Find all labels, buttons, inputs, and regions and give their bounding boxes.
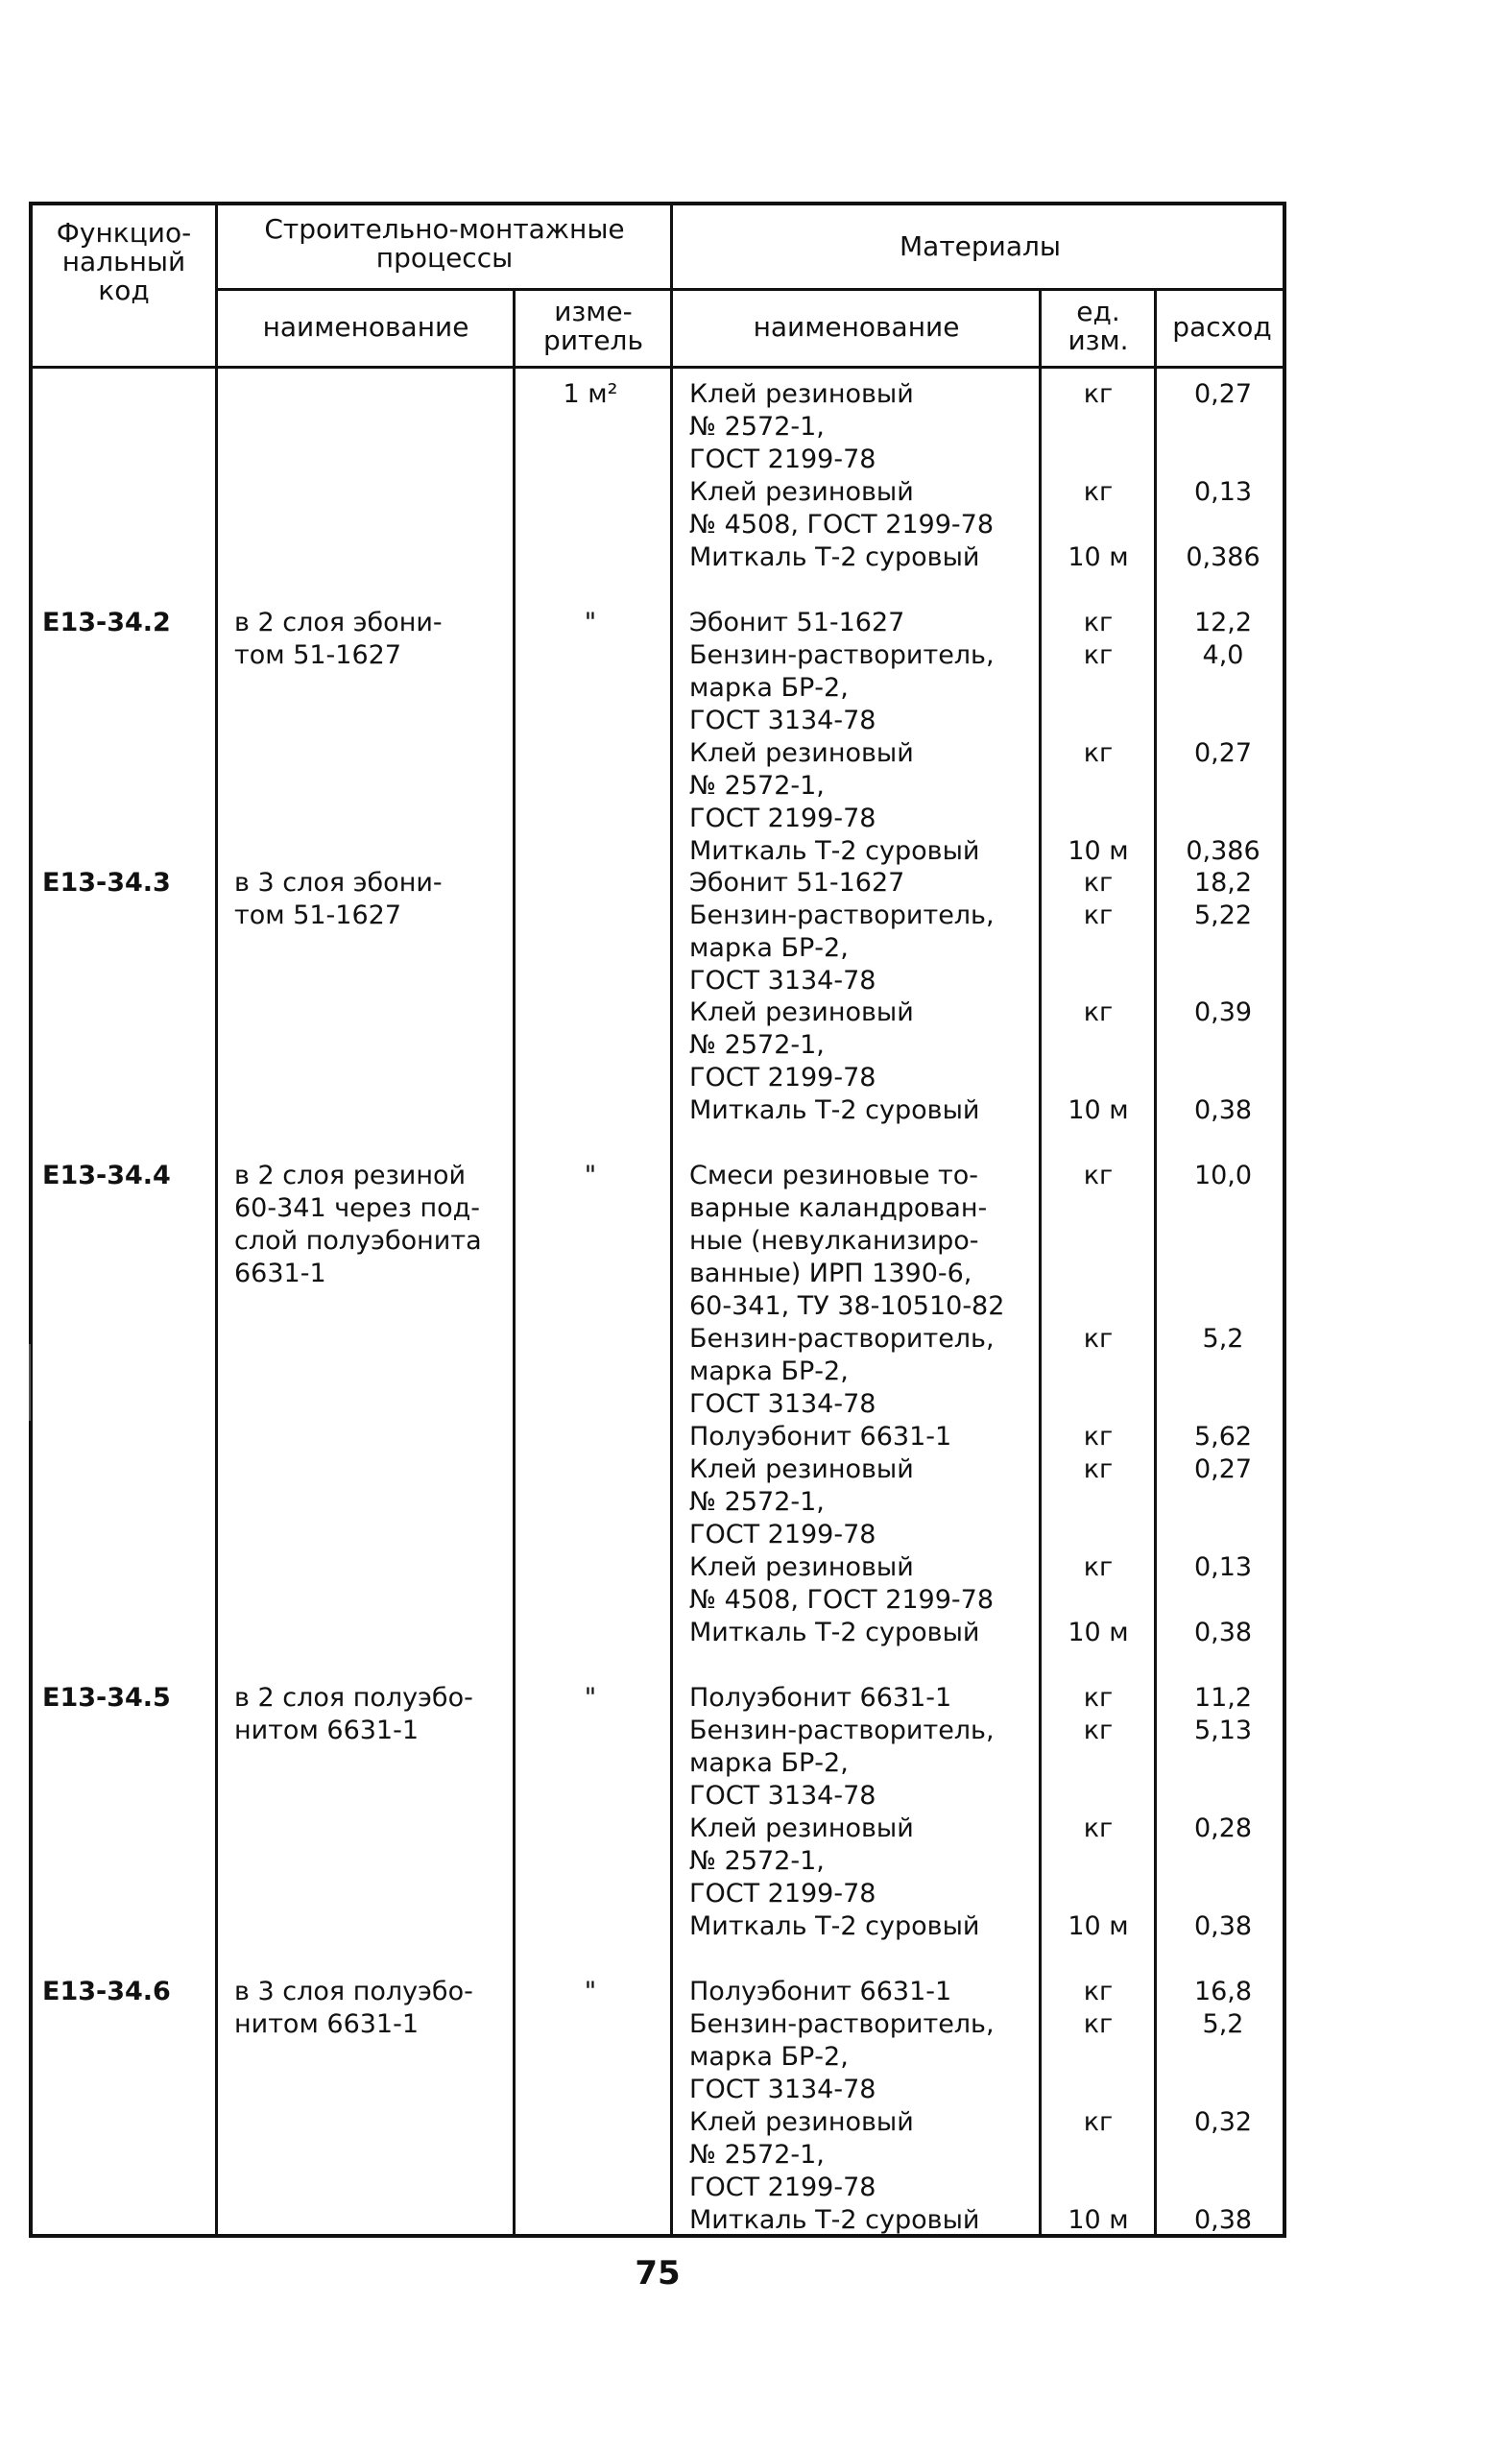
row-process: в 2 слоя резиной 60-341 через под- слой полуэбонита 6631-1 [234,1161,482,1288]
row-material-name: Клей резиновый № 2572-1, ГОСТ 2199-78 [689,1454,914,1549]
row-code: Е13-34.4 [42,1161,171,1190]
row-material-name: Миткаль Т-2 суровый [689,1618,980,1647]
row-rate: 16,8 [1193,1977,1253,2006]
row-process: в 3 слоя эбони- том 51-1627 [234,868,443,930]
row-material-name: Клей резиновый № 2572-1, ГОСТ 2199-78 [689,2107,914,2202]
row-rate: 0,386 [1186,836,1260,866]
row-material-name: Бензин-растворитель, марка БР-2, ГОСТ 3134-78 [689,1716,995,1811]
row-unit: кг [1083,1977,1114,2006]
header-proc-name: наименование [262,311,469,343]
header-processes: Строительно-монтажные процессы [264,213,625,274]
margin-mark [29,1344,31,1421]
row-unit: 10 м [1068,1618,1129,1647]
row-rate: 0,38 [1193,1911,1253,1941]
row-material-name: Клей резиновый № 2572-1, ГОСТ 2199-78 [689,379,914,474]
header-mat-rate: расход [1172,311,1272,343]
row-unit: кг [1083,1454,1114,1484]
page-number: 75 [635,2254,681,2293]
row-material-name: Клей резиновый № 2572-1, ГОСТ 2199-78 [689,738,914,833]
row-rate: 0,13 [1193,1552,1253,1582]
row-material-name: Клей резиновый № 2572-1, ГОСТ 2199-78 [689,997,914,1092]
row-rate: 0,38 [1193,1618,1253,1647]
row-process: в 2 слоя полуэбо- нитом 6631-1 [234,1683,473,1745]
row-unit: кг [1083,997,1114,1027]
row-unit: 10 м [1068,2205,1129,2235]
row-rate: 11,2 [1193,1683,1253,1713]
row-unit: кг [1083,2009,1114,2039]
row-rate: 5,2 [1202,2009,1244,2039]
row-material-name: Миткаль Т-2 суровый [689,836,980,866]
row-unit: кг [1083,1161,1114,1190]
row-rate: 0,39 [1193,997,1253,1027]
row-rate: 5,2 [1202,1324,1244,1354]
col-divider [513,288,516,2238]
row-rate: 4,0 [1202,640,1244,670]
row-unit: кг [1083,1422,1114,1452]
row-meter: 1 м² [563,379,618,409]
row-code: Е13-34.6 [42,1977,171,2006]
row-code: Е13-34.3 [42,868,171,898]
row-rate: 0,38 [1193,1095,1253,1125]
row-process: в 3 слоя полуэбо- нитом 6631-1 [234,1977,473,2039]
row-unit: кг [1083,1324,1114,1354]
row-unit: кг [1083,379,1114,409]
row-unit: кг [1083,1552,1114,1582]
row-material-name: Полуэбонит 6631-1 [689,1683,952,1713]
row-unit: кг [1083,608,1114,637]
row-rate: 5,22 [1193,900,1253,930]
row-meter: " [584,1977,597,2006]
row-material-name: Клей резиновый № 4508, ГОСТ 2199-78 [689,477,994,540]
row-meter: " [584,608,597,637]
col-divider [1154,288,1157,2238]
row-unit: 10 м [1068,836,1129,866]
row-rate: 5,13 [1193,1716,1253,1745]
row-material-name: Эбонит 51-1627 [689,608,905,637]
row-unit: кг [1083,1683,1114,1713]
row-material-name: Миткаль Т-2 суровый [689,1911,980,1941]
row-meter: " [584,1161,597,1190]
row-rate: 0,27 [1193,738,1253,768]
row-material-name: Полуэбонит 6631-1 [689,1422,952,1452]
row-rate: 0,28 [1193,1813,1253,1843]
row-unit: кг [1083,2107,1114,2137]
row-unit: кг [1083,640,1114,670]
row-unit: 10 м [1068,542,1129,572]
row-rate: 12,2 [1193,608,1253,637]
col-divider [670,202,673,2238]
row-material-name: Миткаль Т-2 суровый [689,542,980,572]
row-unit: кг [1083,477,1114,507]
row-rate: 0,27 [1193,379,1253,409]
row-material-name: Бензин-растворитель, марка БР-2, ГОСТ 3134-78 [689,640,995,735]
row-unit: кг [1083,738,1114,768]
row-material-name: Клей резиновый № 2572-1, ГОСТ 2199-78 [689,1813,914,1909]
row-material-name: Миткаль Т-2 суровый [689,2205,980,2235]
row-material-name: Бензин-растворитель, марка БР-2, ГОСТ 3134-78 [689,900,995,996]
row-rate: 5,62 [1193,1422,1253,1452]
row-rate: 10,0 [1193,1161,1253,1190]
row-rate: 0,13 [1193,477,1253,507]
row-code: Е13-34.2 [42,608,171,637]
row-unit: кг [1083,868,1114,898]
row-rate: 18,2 [1193,868,1253,898]
header-subdivider [215,288,1286,291]
row-unit: кг [1083,1813,1114,1843]
header-mat-unit: ед. изм. [1068,296,1129,356]
row-process: в 2 слоя эбони- том 51-1627 [234,608,443,670]
row-material-name: Эбонит 51-1627 [689,868,905,898]
header-code: Функцио- нальный код [56,217,192,306]
row-rate: 0,32 [1193,2107,1253,2137]
row-unit: кг [1083,900,1114,930]
row-material-name: Полуэбонит 6631-1 [689,1977,952,2006]
row-rate: 0,386 [1186,542,1260,572]
row-unit: кг [1083,1716,1114,1745]
row-unit: 10 м [1068,1095,1129,1125]
row-material-name: Клей резиновый № 4508, ГОСТ 2199-78 [689,1552,994,1615]
header-mat-name: наименование [753,311,960,343]
header-materials: Материалы [900,230,1061,262]
header-proc-meter: изме- ритель [543,296,643,356]
row-code: Е13-34.5 [42,1683,171,1713]
row-material-name: Бензин-растворитель, марка БР-2, ГОСТ 3134-78 [689,2009,995,2104]
header-bottom-line [29,366,1286,369]
row-material-name: Миткаль Т-2 суровый [689,1095,980,1125]
row-material-name: Бензин-растворитель, марка БР-2, ГОСТ 3134-78 [689,1324,995,1419]
row-meter: " [584,1683,597,1713]
row-unit: 10 м [1068,1911,1129,1941]
col-divider [215,202,218,2238]
row-material-name: Смеси резиновые то- варные каландрован- ные (невулканизиро- ванные) ИРП 1390-6, 60-341, ТУ 38-10510-82 [689,1161,1005,1321]
row-rate: 0,27 [1193,1454,1253,1484]
col-divider [1039,288,1042,2238]
row-rate: 0,38 [1193,2205,1253,2235]
